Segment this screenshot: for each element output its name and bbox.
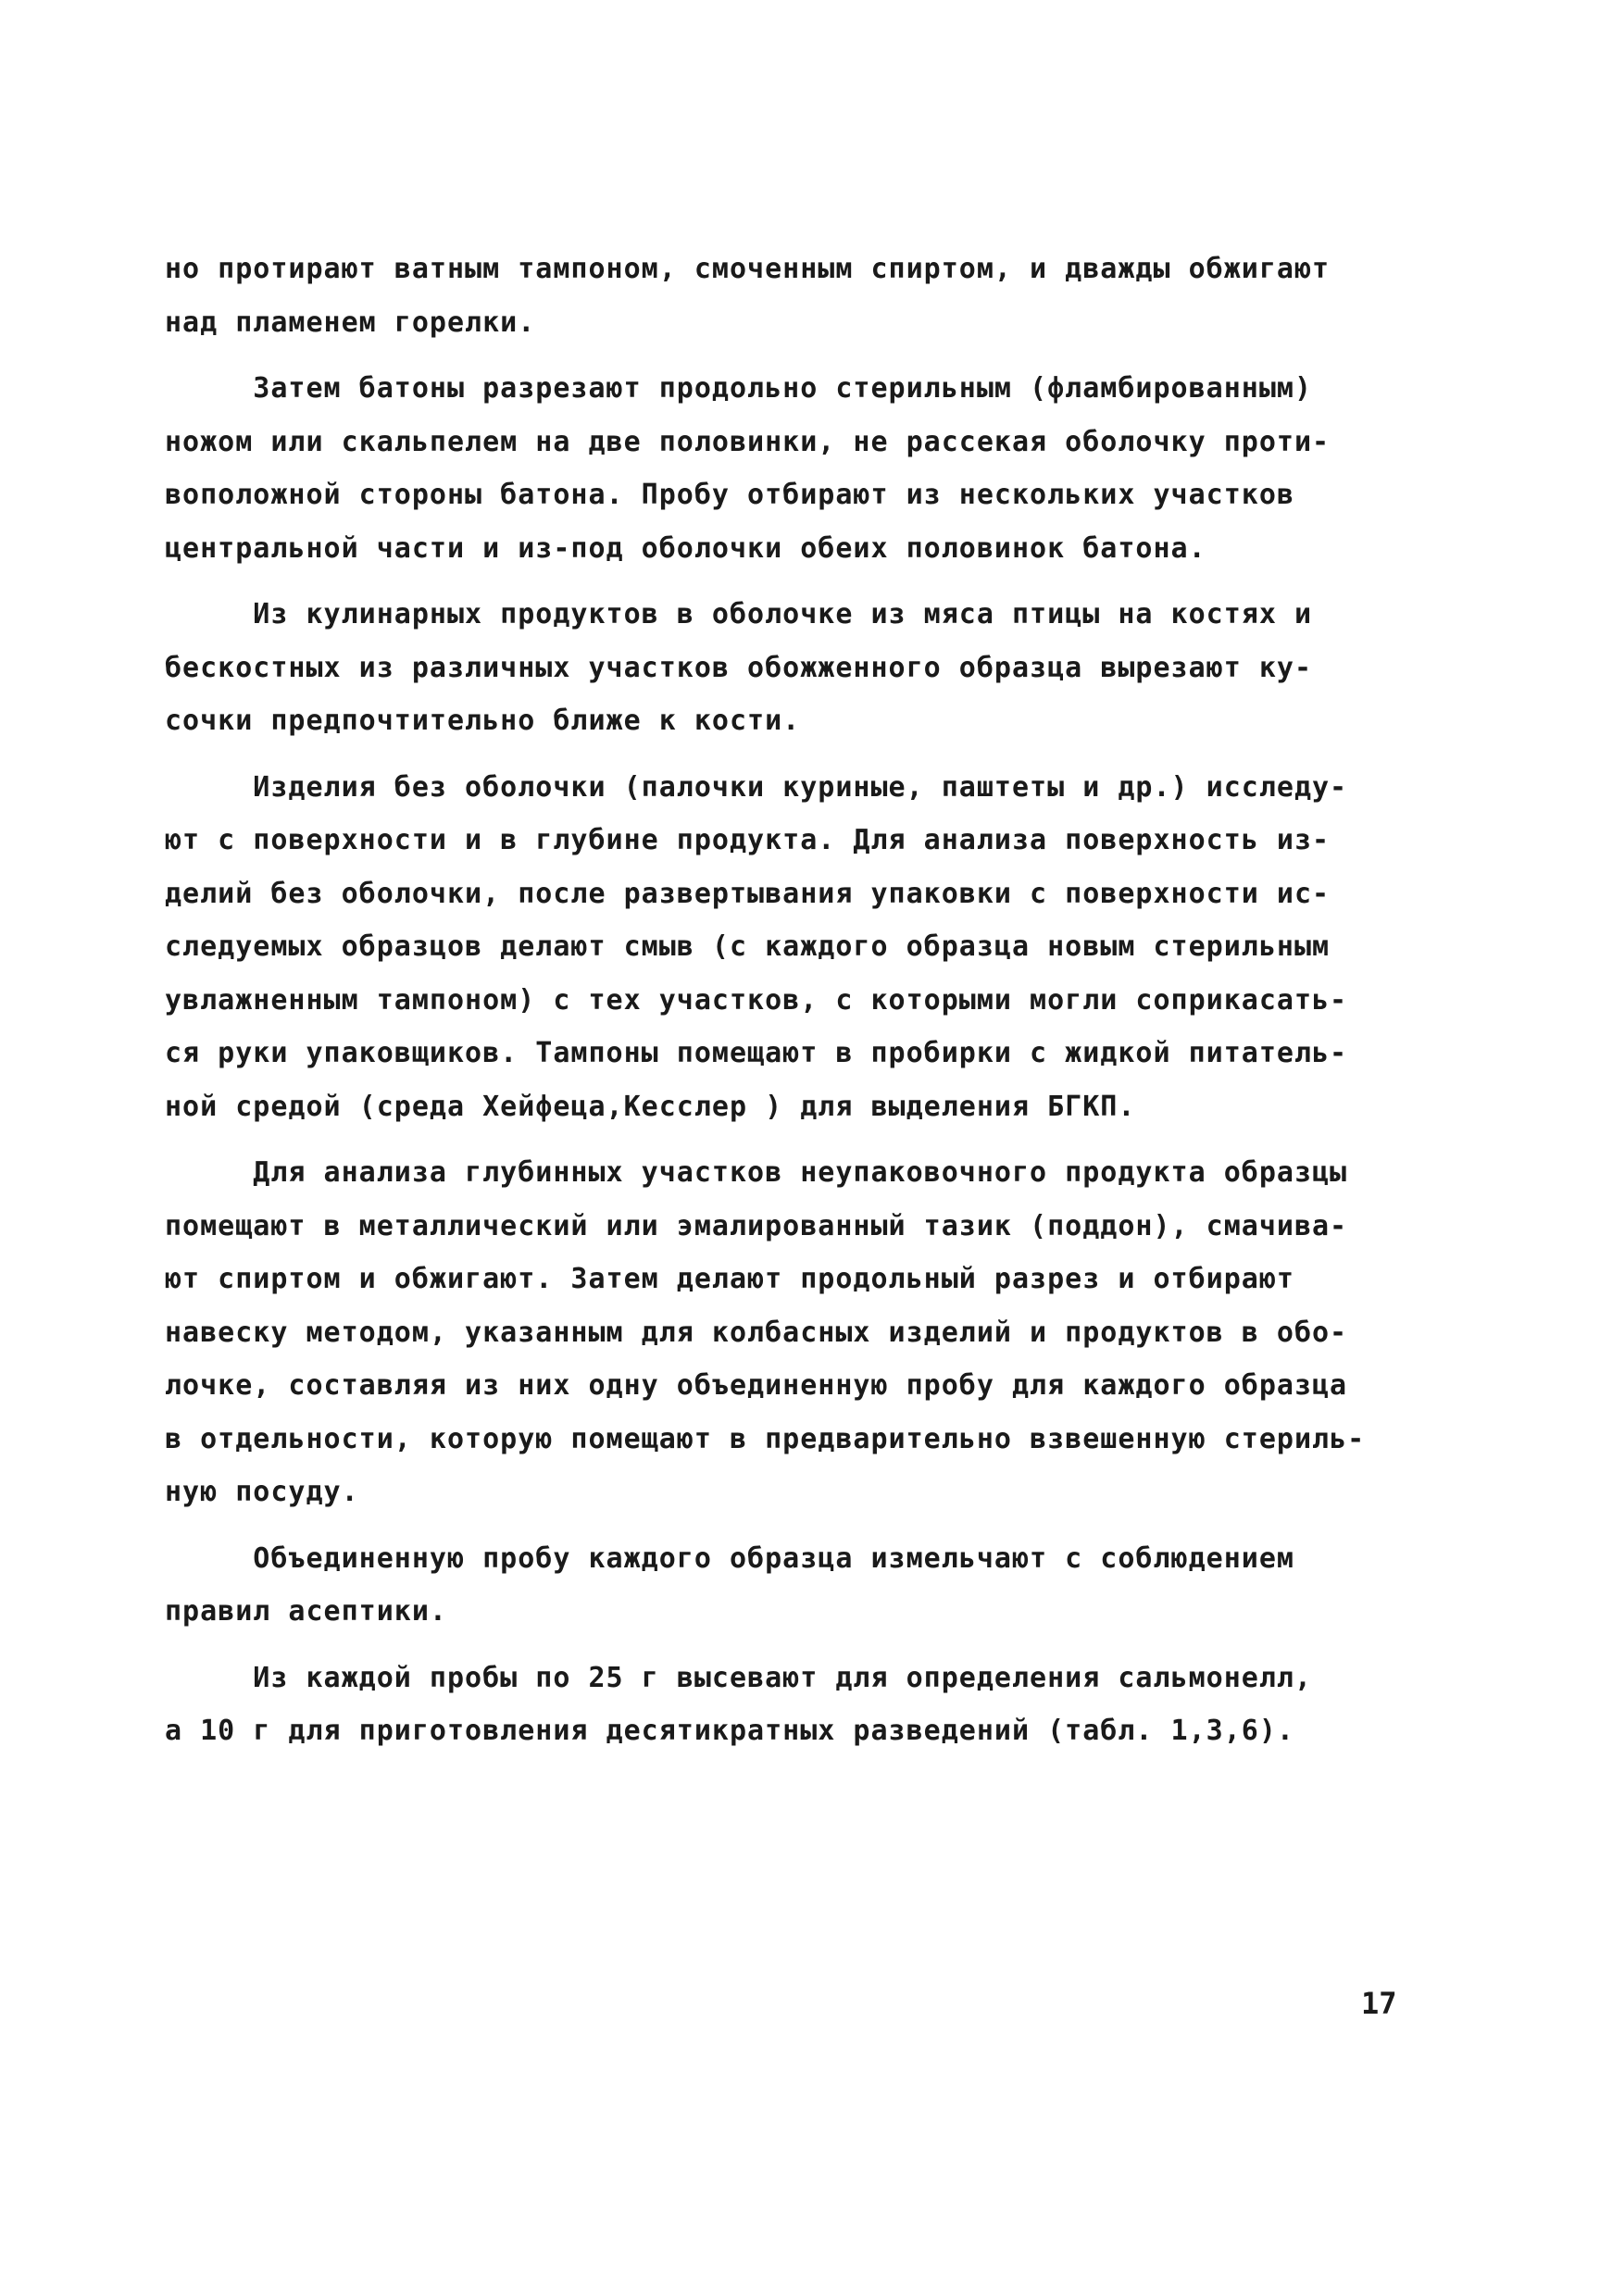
text-line: увлажненным тампоном) с тех участков, с которыми могли соприкасать-	[165, 983, 1348, 1017]
text-line: воположной стороны батона. Пробу отбирают из нескольких участков	[165, 479, 1294, 511]
text-line: ножом или скальпелем на две половинки, не рассекая оболочку проти-	[165, 425, 1331, 458]
text-line: в отдельности, которую помещают в предварительно взвешенную стериль-	[165, 1422, 1366, 1455]
text-line: Из каждой пробы по 25 г высевают для определения сальмонелл,	[165, 1661, 1312, 1694]
text-line: Для анализа глубинных участков неупаковочного продукта образцы	[165, 1156, 1348, 1189]
text-line: ную посуду.	[165, 1476, 359, 1508]
text-line: а 10 г для приготовления десятикратных разведений (табл. 1,3,6).	[165, 1715, 1294, 1747]
text-line: лочке, составляя из них одну объединенную пробу для каждого образца	[165, 1369, 1348, 1402]
text-line: бескостных из различных участков обожженного образца вырезают ку-	[165, 651, 1312, 684]
paragraph-3	[165, 588, 1443, 748]
text-line: ся руки упаковщиков. Тампоны помещают в пробирки с жидкой питатель-	[165, 1037, 1348, 1069]
paragraph-5	[165, 1146, 1443, 1519]
text-line: Затем батоны разрезают продольно стерильным (фламбированным)	[165, 372, 1312, 405]
text-line: делий без оболочки, после развертывания упаковки с поверхности ис-	[165, 877, 1331, 910]
paragraph-2	[165, 362, 1443, 575]
paragraph-6	[165, 1532, 1443, 1639]
text-line: Объединенную пробу каждого образца измельчают с соблюдением	[165, 1541, 1294, 1575]
text-line: навеску методом, указанным для колбасных изделий и продуктов в обо-	[165, 1316, 1348, 1349]
text-line: центральной части и из-под оболочки обеих половинок батона.	[165, 531, 1206, 565]
text-line: сочки предпочтительно ближе к кости.	[165, 705, 801, 737]
text-line: ной средой (среда Хейфеца,Кесслер ) для выделения БГКП.	[165, 1090, 1136, 1123]
text-line: ют с поверхности и в глубине продукта. Для анализа поверхность из-	[165, 824, 1331, 856]
page-number: 17	[1361, 1986, 1397, 2021]
text-line: над пламенем горелки.	[165, 306, 536, 339]
text-line: ют спиртом и обжигают. Затем делают продольный разрез и отбирают	[165, 1263, 1294, 1295]
text-line: Из кулинарных продуктов в оболочке из мяса птицы на костях и	[165, 598, 1312, 630]
paragraph-4	[165, 761, 1443, 1134]
body-text	[165, 243, 1443, 1758]
text-line: правил асептики.	[165, 1595, 447, 1628]
text-line: помещают в металлический или эмалированный тазик (поддон), смачива-	[165, 1209, 1348, 1242]
text-line: Изделия без оболочки (палочки куриные, паштеты и др.) исследу-	[165, 770, 1348, 804]
text-line: но протирают ватным тампоном, смоченным спиртом, и дважды обжигают	[165, 253, 1331, 285]
paragraph-7	[165, 1652, 1443, 1758]
paragraph-1	[165, 243, 1443, 349]
text-line: следуемых образцов делают смыв (с каждого образца новым стерильным	[165, 930, 1331, 963]
